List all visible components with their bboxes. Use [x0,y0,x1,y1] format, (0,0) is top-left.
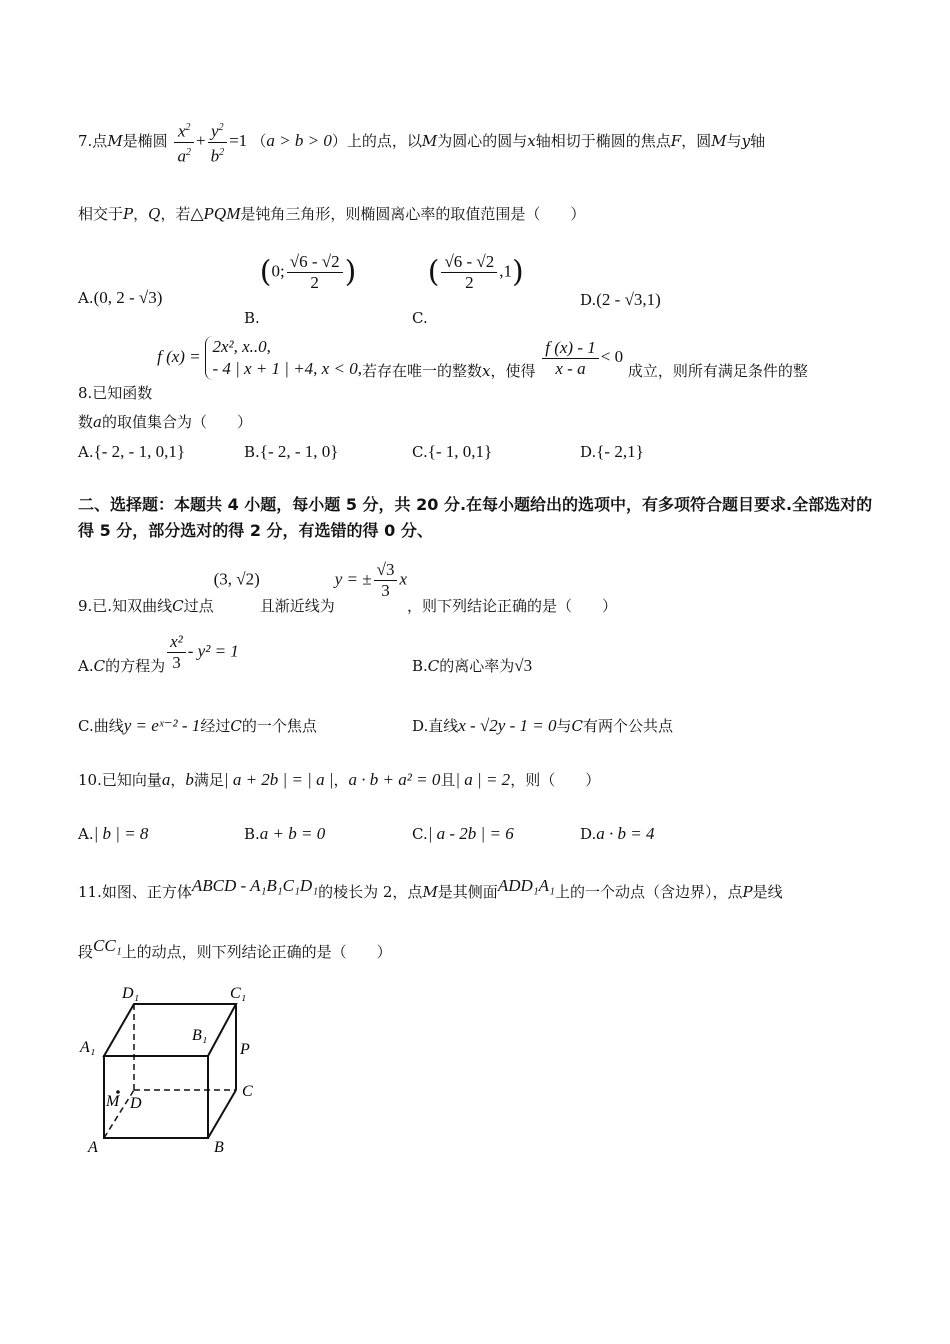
q10-option-b[interactable]: B.a + b = 0 [244,824,326,843]
triangle-pqm: △PQM [190,204,241,223]
q8-line1: 8.已知函数 f (x) = 2x², x..0, - 4 | x + 1 | +4, x < 0, 若存在唯一的整数x，使得 $\frac{f (x) - 1}{x - a}$ < 0 成立，则所有满足条件的整 [78,337,808,402]
q8-option-d[interactable]: D.{- 2,1} [580,442,644,461]
q7-line1: 7.点M是椭圆 $\frac{x^2}{a^2}$ + $\frac{y^2}{b^2}$ =1 （a > b > 0）上的点，以M为圆心的圆与x轴相切于椭圆的焦点F，圆M与y轴 [78,118,765,166]
label-a1: A₁ [80,1039,96,1056]
q8-fraction: $\frac{f (x) - 1}{x - a}$ [542,338,599,379]
q11-line2: 段CC₁上的动点，则下列结论正确的是（ ） [78,936,392,961]
section2-heading: 二、选择题：本题共 4 小题，每小题 5 分，共 20 分.在每小题给出的选项中，有多项符合题目要求.全部选对的得 5 分，部分选对的得 2 分，有选错的得 0 分、 [78,495,873,540]
q8-option-a[interactable]: A.{- 2, - 1, 0,1} [78,442,186,461]
label-b1: B₁ [192,1027,208,1044]
q7-option-d[interactable]: D.(2 - √3,1) [580,290,661,309]
cube-top-face [104,1004,236,1056]
q10-line1: 10.已知向量a，b满足| a + 2b | = | a |，a · b + a² = 0且| a | = 2，则（ ） [78,770,601,789]
label-a: A [88,1139,98,1156]
q7-option-c[interactable]: C.( $\frac{√6 - √2}{2}$ ,1) [412,252,524,327]
piecewise-cases: 2x², x..0, - 4 | x + 1 | +4, x < 0, [205,336,362,380]
cube-front-face [104,1056,208,1138]
q9-option-d[interactable]: D.直线x - √2y - 1 = 0与C有两个公共点 [412,716,673,735]
label-m: M [106,1093,120,1110]
cube-figure [78,980,268,1160]
ellipse-equation: $\frac{x^2}{a^2}$ + $\frac{y^2}{b^2}$ =1 [172,131,251,150]
q10-option-d[interactable]: D.a · b = 4 [580,824,655,843]
q11-line1: 11.如图、正方体ABCD - A₁B₁C₁D₁的棱长为 2，点M是其侧面ADD₁A₁上的一个动点（含边界），点P是线 [78,876,783,901]
q10-option-c[interactable]: C.| a - 2b | = 6 [412,824,514,843]
q9-line1: 9.已.知双曲线C过点(3, √2)且渐近线为y = ± $\frac{√3}{3}$ x，则下列结论正确的是（ ） [78,560,618,615]
q8-option-b[interactable]: B.{- 2, - 1, 0} [244,442,339,461]
label-d: D [130,1095,142,1112]
label-c1: C₁ [230,985,247,1002]
q9-option-b[interactable]: B.C的离心率为√3 [412,656,533,675]
q7-line2: 相交于P，Q，若△PQM是钝角三角形，则椭圆离心率的取值范围是（ ） [78,204,586,223]
piecewise-f: f (x) = [157,347,201,366]
q9-option-c[interactable]: C.曲线y = eˣ⁻² - 1经过C的一个焦点 [78,716,317,735]
q7-option-b[interactable]: B.(0; $\frac{√6 - √2}{2}$ ) [244,252,357,327]
q8-line2: 数a的取值集合为（ ） [78,413,252,431]
q10-option-a[interactable]: A.| b | = 8 [78,824,149,843]
label-c: C [242,1083,253,1100]
q7-option-a[interactable]: A.(0, 2 - √3) [78,288,163,307]
label-b: B [214,1139,224,1156]
q8-option-c[interactable]: C.{- 1, 0,1} [412,442,493,461]
label-p: P [240,1041,250,1058]
label-d1: D₁ [122,985,140,1002]
cube-edge-bc [208,1090,236,1138]
q9-option-a[interactable]: A.C的方程为 $\frac{\text{x²}}{3}$ - y² = 1 [78,632,239,675]
